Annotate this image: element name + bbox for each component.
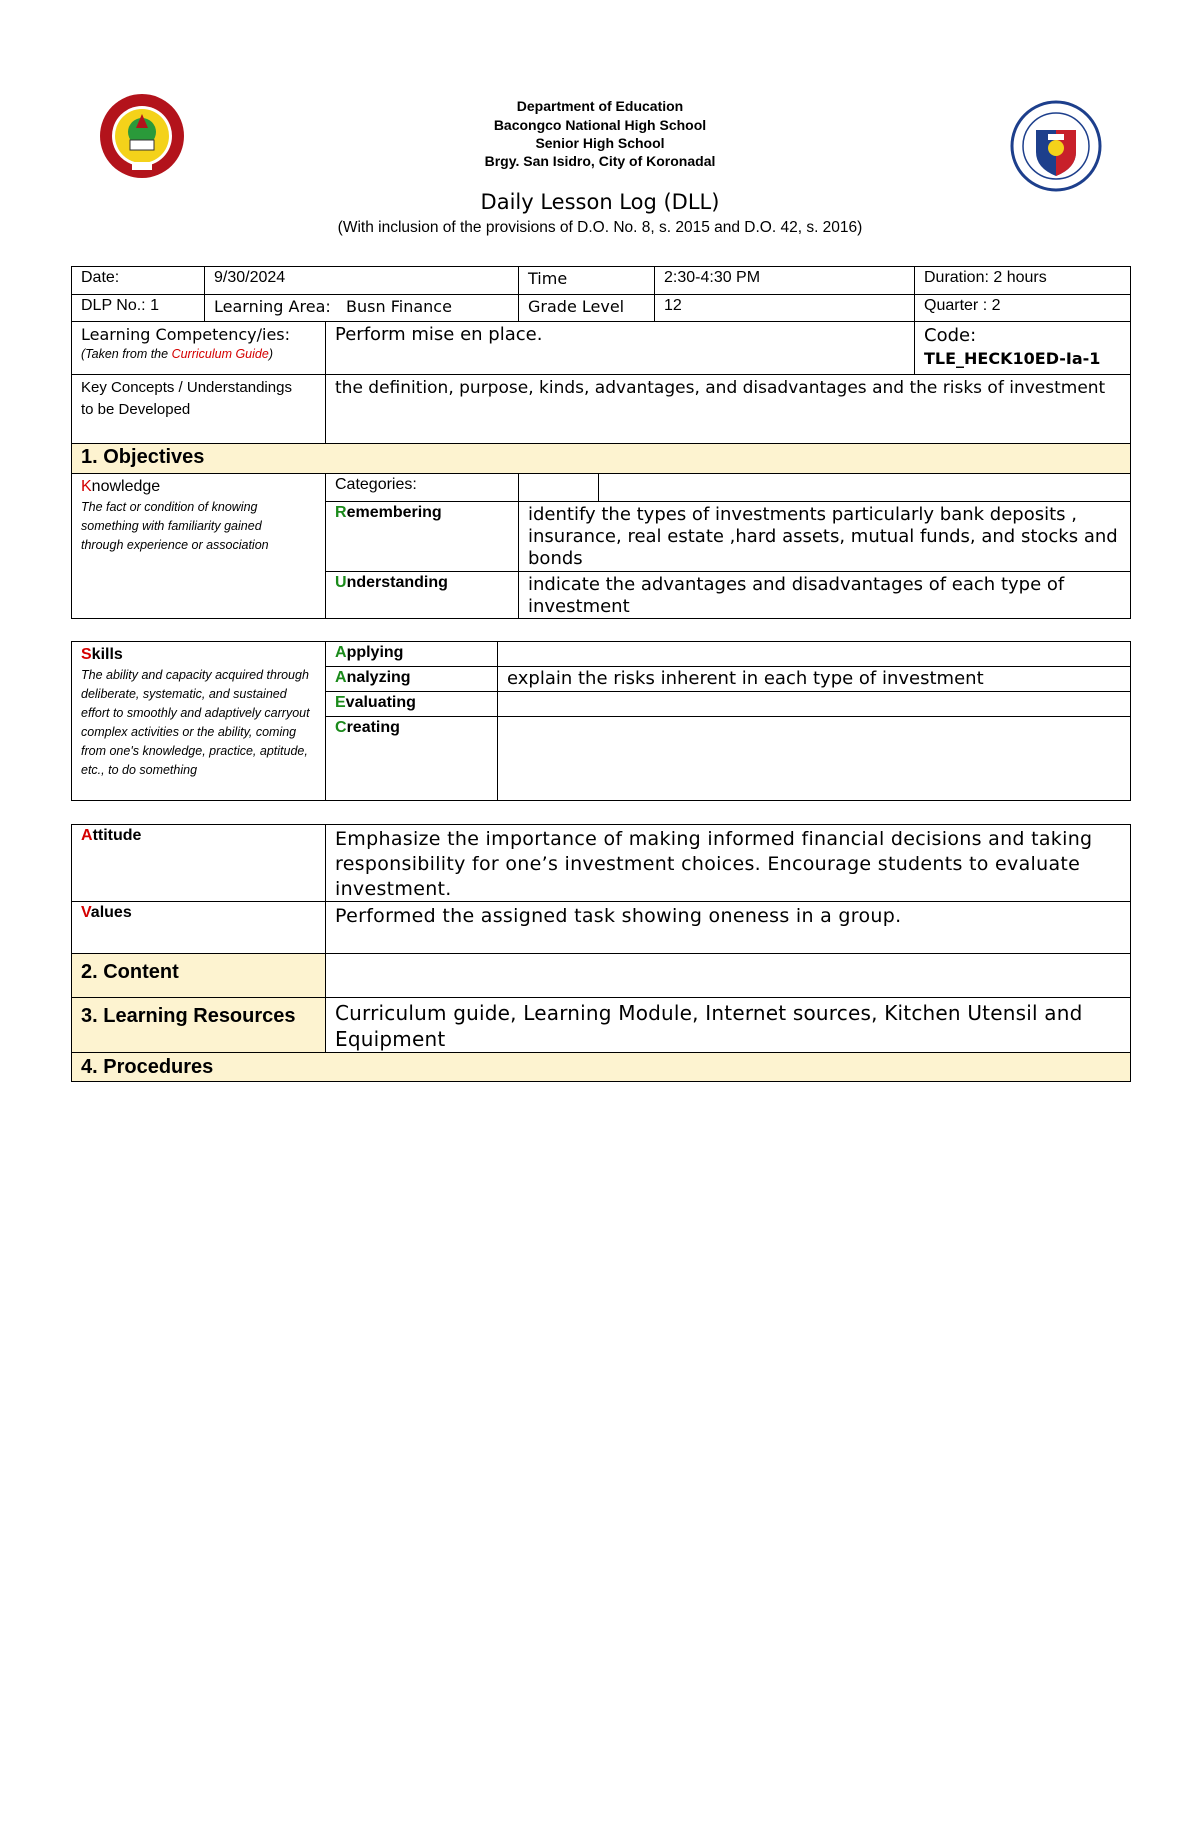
analyzing-first-letter: A: [335, 669, 347, 686]
knowledge-title-rest: nowledge: [91, 478, 161, 495]
understanding-first-letter: U: [335, 574, 347, 591]
knowledge-desc: The fact or condition of knowing something with familiarity gained through experience or association: [81, 500, 269, 552]
skills-first-letter: S: [81, 646, 92, 663]
creating-label-rest: reating: [346, 719, 400, 736]
competency-note: [81, 346, 316, 362]
header-department: Department of Education: [516, 98, 684, 114]
learning-area-label: Learning Area:: [214, 297, 331, 316]
code-value: TLE_HECK10ED-Ia-1: [924, 349, 1101, 368]
time-value: 2:30-4:30 PM: [654, 266, 915, 295]
resources-value: Curriculum guide, Learning Module, Internet sources, Kitchen Utensil and Equipment: [325, 997, 1131, 1053]
code-label: Code:: [924, 325, 977, 346]
grade-value: 12: [654, 294, 915, 322]
knowledge-cell: [71, 473, 326, 619]
skills-title: [81, 644, 316, 666]
header-school: Bacongco National High School: [493, 117, 707, 133]
content-value: [325, 953, 1131, 998]
time-label: Time: [518, 266, 655, 295]
competency-label-cell: [71, 321, 326, 375]
categories-blank-1: [518, 473, 599, 502]
understanding-label-rest: nderstanding: [346, 574, 448, 591]
remembering-value: identify the types of investments particularly bank deposits , insurance, real estate ,hard assets, mutual funds, and stocks and bonds: [518, 501, 1131, 572]
analyzing-value: explain the risks inherent in each type of investment: [497, 666, 1131, 692]
page-subtitle: (With inclusion of the provisions of D.O. No. 8, s. 2015 and D.O. 42, s. 2016): [337, 219, 863, 236]
skills-cell: [71, 641, 326, 801]
content-heading: 2. Content: [71, 953, 326, 998]
competency-note-suffix: ): [268, 347, 273, 361]
school-logo: [98, 92, 186, 180]
values-first-letter: V: [81, 904, 91, 921]
evaluating-first-letter: E: [335, 694, 346, 711]
key-concepts-value: the definition, purpose, kinds, advantages, and disadvantages and the risks of investment: [325, 374, 1131, 444]
competency-value: Perform mise en place.: [325, 321, 915, 375]
applying-label-rest: pplying: [346, 644, 404, 661]
duration: Duration: 2 hours: [914, 266, 1131, 295]
competency-note-link: Curriculum Guide: [171, 347, 269, 361]
remembering-label-rest: emembering: [346, 504, 442, 521]
skills-title-rest: kills: [91, 646, 123, 663]
code-cell: [914, 321, 1131, 375]
procedures-heading: 4. Procedures: [71, 1052, 1131, 1082]
values-label-rest: alues: [90, 904, 132, 921]
header-level: Senior High School: [535, 135, 665, 151]
understanding-label: [325, 571, 519, 619]
attitude-label-rest: ttitude: [92, 827, 142, 844]
values-value: Performed the assigned task showing oneness in a group.: [325, 901, 1131, 954]
evaluating-label: [325, 691, 498, 717]
dlp-number: DLP No.: 1: [71, 294, 205, 322]
quarter: Quarter : 2: [914, 294, 1131, 322]
knowledge-title: [81, 476, 316, 498]
competency-label: Learning Competency/ies:: [81, 325, 291, 344]
key-concepts-label: [71, 374, 326, 444]
page-title: Daily Lesson Log (DLL): [480, 190, 720, 214]
learning-area: [204, 294, 519, 322]
understanding-value: indicate the advantages and disadvantages of each type of investment: [518, 571, 1131, 619]
knowledge-first-letter: K: [81, 478, 92, 495]
date-value: 9/30/2024: [204, 266, 519, 295]
date-label: Date:: [71, 266, 205, 295]
key-concepts-label-line1: Key Concepts / Understandings: [81, 379, 292, 396]
remembering-label: [325, 501, 519, 572]
remembering-first-letter: R: [335, 504, 347, 521]
categories-label: Categories:: [325, 473, 519, 502]
resources-heading: 3. Learning Resources: [71, 997, 326, 1053]
attitude-first-letter: A: [81, 827, 93, 844]
creating-label: [325, 716, 498, 801]
evaluating-label-rest: valuating: [345, 694, 416, 711]
attitude-label: [71, 824, 326, 902]
analyzing-label-rest: nalyzing: [346, 669, 411, 686]
analyzing-label: [325, 666, 498, 692]
values-label: [71, 901, 326, 954]
applying-value: [497, 641, 1131, 667]
attitude-value: Emphasize the importance of making informed financial decisions and taking responsibility for one’s investment choices. Encourage students to evaluate investment.: [325, 824, 1131, 902]
deped-seal: [1010, 100, 1102, 192]
header-address: Brgy. San Isidro, City of Koronadal: [484, 153, 716, 169]
key-concepts-label-line2: to be Developed: [81, 401, 191, 418]
applying-first-letter: A: [335, 644, 347, 661]
creating-first-letter: C: [335, 719, 347, 736]
categories-blank-2: [598, 473, 1131, 502]
competency-note-prefix: (Taken from the: [81, 347, 172, 361]
evaluating-value: [497, 691, 1131, 717]
creating-value: [497, 716, 1131, 801]
learning-area-value: Busn Finance: [346, 297, 452, 316]
objectives-heading: 1. Objectives: [71, 443, 1131, 474]
applying-label: [325, 641, 498, 667]
skills-desc: The ability and capacity acquired through deliberate, systematic, and sustained effort to smoothly and adaptively carryout complex activities or the ability, coming from one's knowledge, practice, aptitude, etc., to do something: [81, 668, 310, 777]
grade-label: Grade Level: [518, 294, 655, 322]
